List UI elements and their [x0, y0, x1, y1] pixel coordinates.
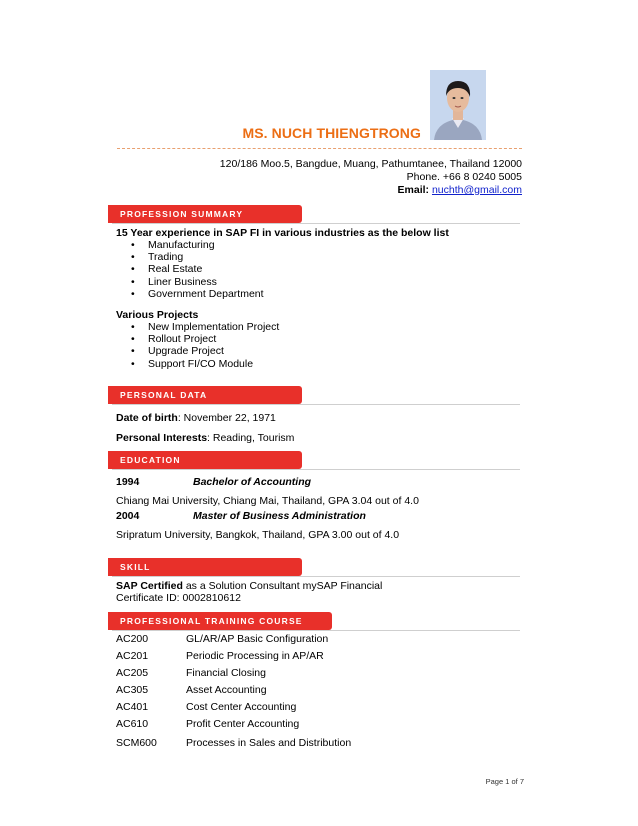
section-underline	[112, 630, 520, 631]
list-item: • Support FI/CO Module	[114, 358, 414, 370]
list-item: • Manufacturing	[114, 239, 414, 251]
course-title: GL/AR/AP Basic Configuration	[186, 633, 329, 645]
section-training	[112, 612, 332, 630]
certification-label: SAP Certified	[116, 580, 183, 592]
course-code: AC610	[116, 718, 149, 730]
section-title: PROFESSION SUMMARY	[120, 209, 244, 219]
section-title: SKILL	[120, 562, 151, 572]
interests-value: : Reading, Tourism	[207, 432, 295, 444]
course-row	[116, 737, 516, 749]
section-education	[112, 451, 302, 469]
interests-label: Personal Interests	[116, 432, 208, 444]
course-row	[116, 701, 516, 713]
section-title: PROFESSIONAL TRAINING COURSE	[120, 616, 303, 626]
list-item: • Government Department	[114, 288, 414, 300]
interests-line	[116, 432, 294, 444]
section-personal-data	[112, 386, 302, 404]
course-code: AC205	[116, 667, 149, 679]
section-underline	[112, 404, 520, 405]
section-underline	[112, 576, 520, 577]
course-row	[116, 684, 516, 696]
course-title: Asset Accounting	[186, 684, 267, 696]
certification-text: as a Solution Consultant mySAP Financial	[182, 580, 383, 592]
experience-heading: 15 Year experience in SAP FI in various industries as the below list	[116, 227, 449, 239]
dob-label: Date of birth	[116, 412, 178, 424]
education-detail: Sripratum University, Bangkok, Thailand, GPA 3.00 out of 4.0	[116, 529, 400, 541]
dob-line	[116, 412, 276, 424]
profile-photo	[430, 70, 486, 140]
page-number: Page 1 of 7	[485, 777, 524, 786]
list-item: • Upgrade Project	[114, 345, 414, 357]
course-row	[116, 650, 516, 662]
email-label: Email:	[397, 184, 430, 196]
projects-heading: Various Projects	[116, 309, 199, 321]
dob-value: : November 22, 1971	[177, 412, 276, 424]
list-item: • New Implementation Project	[114, 321, 414, 333]
course-row	[116, 633, 516, 645]
section-profession-summary	[112, 205, 302, 223]
education-degree: Bachelor of Accounting	[193, 476, 312, 488]
course-code: AC401	[116, 701, 149, 713]
list-item: • Real Estate	[114, 263, 414, 275]
course-code: AC201	[116, 650, 149, 662]
education-year: 1994	[116, 476, 140, 488]
header-divider	[117, 148, 522, 149]
course-title: Profit Center Accounting	[186, 718, 300, 730]
address-line: 120/186 Moo.5, Bangdue, Muang, Pathumtanee, Thailand 12000	[219, 158, 522, 170]
project-list	[114, 321, 414, 370]
course-code: AC305	[116, 684, 149, 696]
section-title: PERSONAL DATA	[120, 390, 208, 400]
course-code: SCM600	[116, 737, 157, 749]
section-title: EDUCATION	[120, 455, 181, 465]
course-title: Processes in Sales and Distribution	[186, 737, 352, 749]
email-line	[117, 184, 522, 197]
section-underline	[112, 469, 520, 470]
list-item: • Rollout Project	[114, 333, 414, 345]
education-degree: Master of Business Administration	[193, 510, 366, 522]
course-title: Cost Center Accounting	[186, 701, 297, 713]
section-underline	[112, 223, 520, 224]
email-link[interactable]: nuchth@gmail.com	[431, 184, 522, 196]
course-row	[116, 667, 516, 679]
course-title: Periodic Processing in AP/AR	[186, 650, 324, 662]
education-year: 2004	[116, 510, 140, 522]
list-item: • Trading	[114, 251, 414, 263]
section-skill	[112, 558, 302, 576]
certificate-id: Certificate ID: 0002810612	[116, 592, 241, 604]
candidate-name: MS. NUCH THIENGTRONG	[242, 125, 421, 141]
industry-list	[114, 239, 414, 300]
certification-line	[116, 580, 382, 592]
course-code: AC200	[116, 633, 149, 645]
list-item: • Liner Business	[114, 276, 414, 288]
phone-line: Phone. +66 8 0240 5005	[406, 171, 522, 183]
course-title: Financial Closing	[186, 667, 266, 679]
course-row	[116, 718, 516, 730]
education-detail: Chiang Mai University, Chiang Mai, Thailand, GPA 3.04 out of 4.0	[116, 495, 419, 507]
